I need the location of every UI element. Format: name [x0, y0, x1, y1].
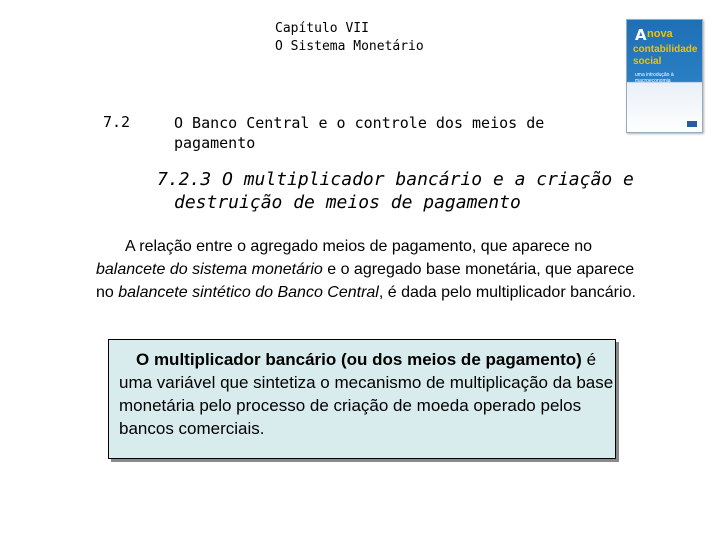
book-cover-image — [626, 19, 703, 133]
section-title: O Banco Central e o controle dos meios de pagamento — [174, 114, 545, 152]
definition-body: é uma variável que sintetiza o mecanismo de multiplicação da base monetária pelo processo de criação de moeda operado pelos bancos comerciais. — [119, 350, 614, 438]
book-title-line3: social — [633, 56, 662, 67]
chapter-subtitle: O Sistema Monetário — [275, 39, 424, 54]
section-number: 7.2 — [103, 113, 131, 131]
subsection-title-line2: destruição de meios de pagamento — [174, 192, 521, 213]
definition-box — [108, 339, 616, 459]
book-title-a: A — [635, 26, 647, 44]
paragraph-emphasis-2: balancete sintético do Banco Central — [118, 284, 379, 301]
definition-term: O multiplicador bancário (ou dos meios de pagamento) — [136, 350, 582, 369]
book-title-line2: contabilidade — [633, 44, 698, 55]
book-title-nova: nova — [647, 28, 673, 40]
paragraph-text-2: e o agregado base monetária, que aparece no — [96, 261, 635, 301]
book-tagline: uma introdução à macroeconomia — [635, 72, 674, 84]
subsection-title — [157, 168, 637, 214]
book-title-lines — [633, 44, 697, 68]
paragraph-text-3: , é dada pelo multiplicador bancário. — [378, 284, 636, 301]
slide-header — [275, 20, 424, 56]
definition-text — [119, 348, 619, 440]
subsection-title-line1: 7.2.3 O multiplicador bancário e a criação e — [157, 169, 634, 190]
body-paragraph — [96, 235, 636, 304]
paragraph-emphasis-1: balancete do sistema monetário — [96, 261, 323, 278]
paragraph-text-1: A relação entre o agregado meios de pagamento, que aparece no — [125, 238, 592, 255]
publisher-logo-icon — [687, 121, 697, 127]
chapter-label: Capítulo VII — [275, 21, 369, 36]
